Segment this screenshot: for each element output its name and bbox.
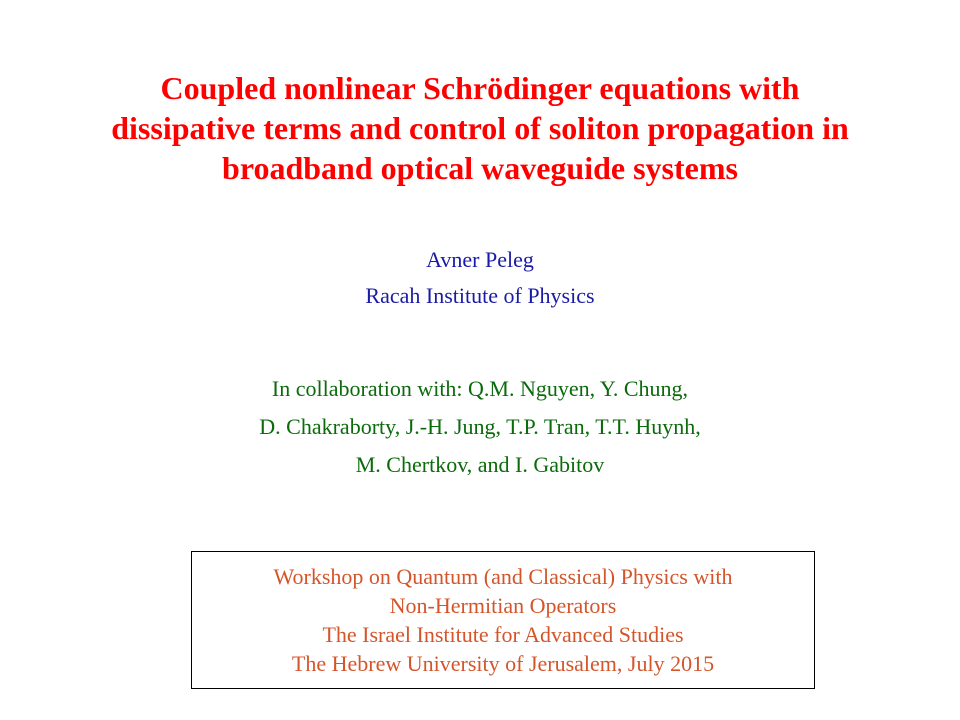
author-name: Avner Peleg	[426, 247, 534, 272]
collaboration-line-3: M. Chertkov, and I. Gabitov	[355, 452, 605, 477]
workshop-line-3: The Israel Institute for Advanced Studies	[322, 622, 684, 647]
collaboration-block	[0, 370, 960, 484]
title-line-3: broadband optical waveguide systems	[222, 150, 738, 186]
workshop-line-1: Workshop on Quantum (and Classical) Physics with	[273, 564, 733, 589]
author-block	[0, 242, 960, 314]
slide-title	[40, 68, 920, 188]
title-line-2: dissipative terms and control of soliton propagation in	[111, 110, 849, 146]
workshop-line-2: Non-Hermitian Operators	[389, 593, 617, 618]
title-line-1: Coupled nonlinear Schrödinger equations with	[160, 70, 800, 106]
author-affiliation: Racah Institute of Physics	[365, 283, 595, 308]
collaboration-line-1: In collaboration with: Q.M. Nguyen, Y. Chung,	[271, 376, 689, 401]
workshop-info-box	[191, 551, 815, 689]
collaboration-line-2: D. Chakraborty, J.-H. Jung, T.P. Tran, T.T. Huynh,	[259, 414, 701, 439]
workshop-line-4: The Hebrew University of Jerusalem, July 2015	[291, 651, 715, 676]
